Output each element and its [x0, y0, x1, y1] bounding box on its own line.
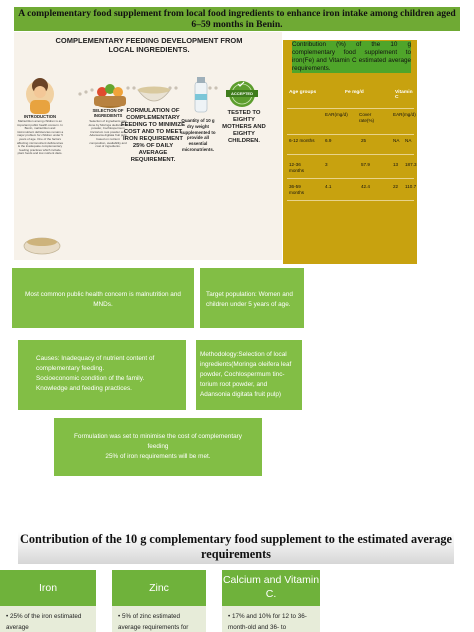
bowl-icon [138, 87, 170, 102]
row-fe-ear: 6.9 [325, 138, 332, 143]
row-vc-cover: 187.3 [405, 162, 417, 167]
calcium-text: • 17% and 10% for 12 to 36-month-old and 36- to [228, 613, 307, 631]
target-population-text: Target population: Women and children under 5 years of age. [206, 291, 293, 308]
zinc-column-header [112, 570, 206, 606]
contribution-table [283, 40, 417, 264]
formulation-box [54, 418, 262, 476]
introduction-label: INTRODUCTION [23, 114, 57, 119]
poster-title: A complementary food supplement from local food ingredients to enhance iron intake among children aged 6–59 months in Benin. [14, 7, 460, 31]
calcium-title: Calcium and Vitamin C. [222, 574, 320, 600]
row-fe-cover: 42.4 [361, 184, 370, 189]
row-vc-ear: 22 [393, 184, 399, 189]
fe-ear-subheader: EAR(mg/d) [325, 112, 348, 117]
row-fe-ear: 4.1 [325, 184, 332, 189]
row-age: 12-36 months [289, 162, 305, 173]
formulation-text-1: Formulation was set to minimise the cost of complementary feeding [74, 433, 242, 450]
zinc-text: • 5% of zinc estimated average requirements for [118, 613, 189, 631]
section-heading: Contribution of the 10 g complementary food supplement to the estimated average requirements [18, 532, 454, 564]
row-vc-cover: 110.7 [405, 184, 417, 189]
row-vc-ear: NA [393, 138, 400, 143]
causes-box [18, 340, 186, 410]
age-groups-header: Age groups [289, 90, 317, 95]
calcium-column-body [222, 606, 320, 632]
causes-text-2: Socioeconomic condition of the family. [36, 375, 145, 382]
infographic-heading: COMPLEMENTARY FEEDING DEVELOPMENT FROM LOCAL INGREDIENTS. [55, 36, 243, 54]
fe-cover-subheader: Cover rate(%) [359, 112, 375, 123]
row-vc-cover: NA [405, 138, 412, 143]
quantity-text: Quantity of 10 g dry weight supplemented to provide all essential micronutrients. [180, 118, 216, 152]
accepted-badge-label: ACCEPTED [230, 91, 253, 96]
vc-ear-subheader: EAR(mg/d) [393, 112, 416, 117]
row-fe-cover: 57.9 [361, 162, 370, 167]
selection-text: Selection of ingredients was done by Moringa oleifera leaf powder, Cochlospermum tinctorium root powder and Adansonia digitata fruit pulp based on nutrient composition, availability and cost of ingredients. [88, 119, 128, 149]
causes-text-3: Knowledge and feeding practices. [36, 385, 132, 392]
selection-label: SELECTION OF INGREDIENTS [92, 108, 124, 118]
row-vc-ear: 13 [393, 162, 399, 167]
grain-bowl-icon [24, 238, 60, 254]
zinc-column-body [112, 606, 206, 632]
concern-text: Most common public health concern is malnutrition and MNDs. [25, 291, 181, 308]
row-fe-cover: 25 [361, 138, 367, 143]
iron-column-body [0, 606, 96, 632]
methodology-text: Methodology:Selection of local ingredients(Moringa oleifera leaf powder, Cochlospermum tinc- torium root powder, and Adansonia digitata fruit pulp) [200, 351, 292, 398]
iron-title: Iron [38, 582, 58, 594]
row-age: 36-59 months [289, 184, 305, 195]
tested-text: TESTED TO EIGHTY MOTHERS AND EIGHTY CHILDREN. [222, 110, 266, 144]
row-age: 6-12 months [289, 138, 315, 143]
fe-header: Fe mg/d [345, 90, 364, 95]
iron-column-header [0, 570, 96, 606]
formulation-text: FORMULATION OF COMPLEMENTARY FEEDING TO MINIMIZE COST AND TO MEET IRON REQUIREMENT 25% OF DAILY AVERAGE REQUIREMENT. [120, 108, 186, 163]
introduction-text: Malnutrition among children is an important public health concern. In Benin, malnutrition and micronutrient deficiencies remain a major problem for children under 5 years of age. One of the factors affecting micronutrient deficiencies is the inadequate complementary feeding practices which include plant foods and low nutrient diets. [16, 119, 64, 156]
formulation-text-2: 25% of iron requirements will be met. [105, 453, 211, 460]
zinc-title: Zinc [149, 582, 169, 594]
causes-text-1: Causes: Inadequacy of nutrient content of complementary feeding. [36, 355, 155, 372]
concern-box [12, 268, 194, 328]
calcium-column-header [222, 570, 320, 606]
row-fe-ear: 3 [325, 162, 328, 167]
iron-text: • 25% of the iron estimated average [6, 613, 82, 631]
supplement-bottle-icon [195, 77, 207, 112]
vitamin-c-header: Vitamin C [395, 90, 413, 100]
ingredients-basket-icon [94, 84, 126, 108]
methodology-box [196, 340, 302, 410]
table-caption: Contribution (%) of the 10 g complementary food supplement to iron(Fe) and Vitamin C estimated average requirements. [292, 41, 411, 72]
child-illustration-icon [26, 78, 54, 114]
infographic-panel [14, 32, 282, 260]
target-population-box [200, 268, 304, 328]
